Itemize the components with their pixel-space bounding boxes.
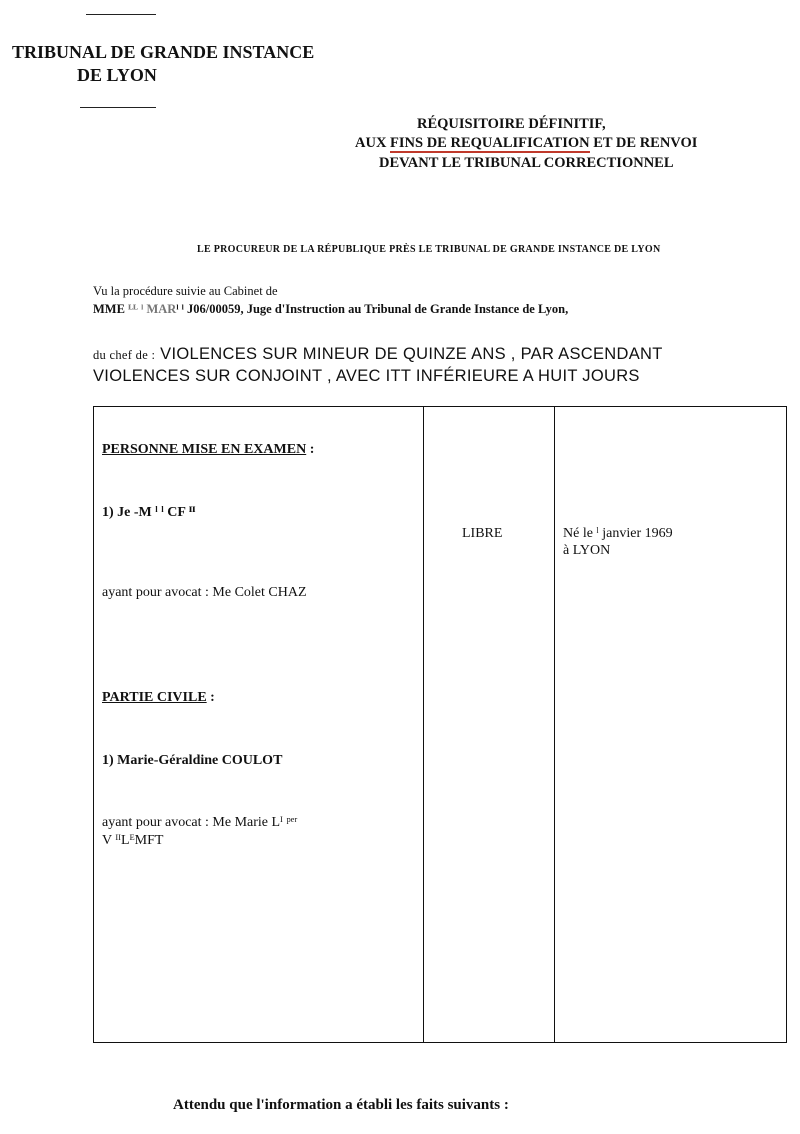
parties-table: [93, 406, 787, 1043]
court-underline-rule: [80, 107, 156, 108]
attendu-line: Attendu que l'information a établi les faits suivants :: [173, 1097, 509, 1113]
title-line1: RÉQUISITOIRE DÉFINITIF,: [417, 116, 606, 132]
court-name-line2: DE LYON: [77, 65, 157, 85]
chef-charge-1: VIOLENCES SUR MINEUR DE QUINZE ANS , PAR ASCENDANT: [160, 345, 663, 363]
birth-place: à LYON: [563, 543, 611, 558]
birth-cell: [555, 407, 787, 1043]
mis-en-examen-heading-text: PERSONNE MISE EN EXAMEN: [102, 442, 307, 457]
mis-en-examen-heading-colon: :: [306, 442, 315, 457]
partie-civile-person: 1) Marie-Géraldine COULOT: [102, 753, 283, 768]
title-line2-suffix: ET DE RENVOI: [589, 135, 698, 151]
birth-date: Né le ˡ janvier 1969: [563, 526, 673, 541]
vu-redacted-name: ᴸᴸ ˡ MAR: [128, 302, 177, 316]
title-line2-underlined: FINS DE REQUALIFICATION: [390, 135, 590, 151]
partie-civile-heading: [102, 690, 215, 706]
chef-line1: [93, 344, 663, 365]
top-rule: [86, 14, 156, 15]
table-row: [94, 407, 787, 1043]
partie-civile-avocat-line2: V ᴵᴵLᴱMFT: [102, 833, 164, 848]
chef-label: du chef de :: [93, 348, 156, 362]
parties-names-cell: [94, 407, 424, 1043]
title-line2-prefix: AUX: [355, 135, 391, 151]
partie-civile-heading-colon: :: [206, 690, 215, 705]
vu-line2: [93, 301, 568, 317]
mis-en-examen-person: 1) Je -M ˡ ˡ CF ᴵᴵ: [102, 505, 196, 520]
procureur-line: LE PROCUREUR DE LA RÉPUBLIQUE PRÈS LE TRIBUNAL DE GRANDE INSTANCE DE LYON: [197, 244, 661, 255]
title-line3: DEVANT LE TRIBUNAL CORRECTIONNEL: [379, 155, 674, 171]
court-name-line1: TRIBUNAL DE GRANDE INSTANCE: [12, 42, 315, 62]
partie-civile-heading-text: PARTIE CIVILE: [102, 690, 207, 705]
mis-en-examen-heading: [102, 442, 314, 458]
vu-suffix: Juge d'Instruction au Tribunal de Grande Instance de Lyon,: [243, 302, 569, 316]
status-cell: [424, 407, 555, 1043]
vu-line1: Vu la procédure suivie au Cabinet de: [93, 284, 278, 298]
chef-line2: VIOLENCES SUR CONJOINT , AVEC ITT INFÉRIEURE A HUIT JOURS: [93, 367, 640, 385]
mis-en-examen-avocat: ayant pour avocat : Me Colet CHAZ: [102, 585, 307, 600]
title-line2: [355, 134, 697, 152]
partie-civile-avocat-line1: ayant pour avocat : Me Marie Lᴵ ᵖᵉʳ: [102, 815, 298, 830]
vu-case-code: ˡ ˡ J06/00059,: [176, 302, 244, 316]
vu-prefix: MME: [93, 302, 129, 316]
status-libre: LIBRE: [462, 526, 503, 541]
